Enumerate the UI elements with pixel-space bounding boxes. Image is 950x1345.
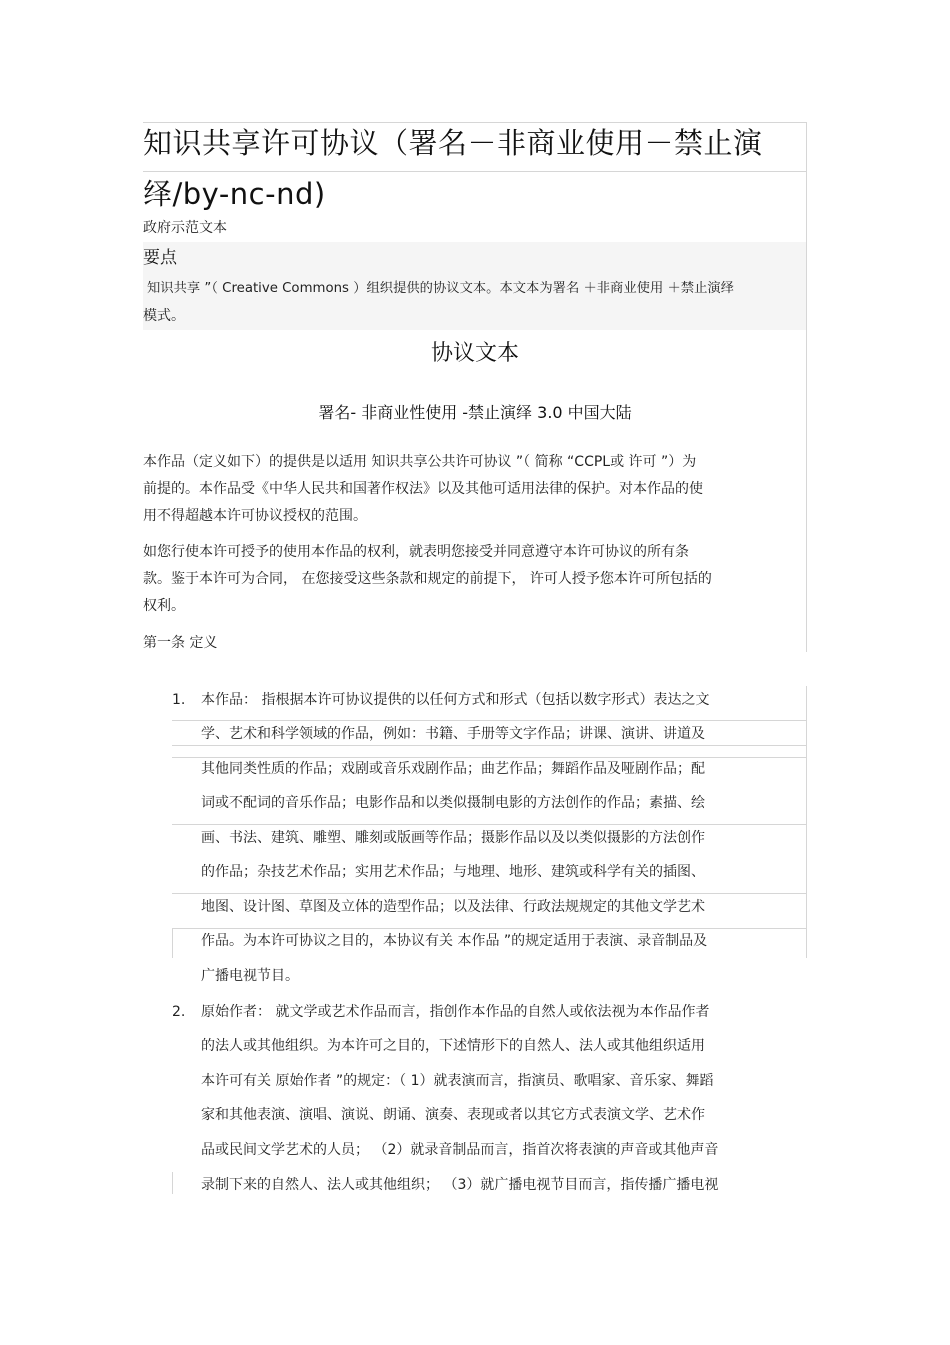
list-item-line: 家和其他表演、演唱、演说、朗诵、演奏、表现或者以其它方式表演文学、艺术作 — [201, 1107, 705, 1123]
divider — [172, 757, 807, 758]
list-item-line: 其他同类性质的作品；戏剧或音乐戏剧作品；曲艺作品；舞蹈作品及哑剧作品；配 — [201, 761, 705, 777]
divider — [143, 171, 807, 172]
divider — [806, 122, 807, 652]
document-title-line-2: 绎/by-nc-nd) — [143, 177, 326, 211]
list-item-line: 的法人或其他组织。为本许可之目的，下述情形下的自然人、法人或其他组织适用 — [201, 1038, 705, 1054]
list-item-line: 地图、设计图、草图及立体的造型作品；以及法律、行政法规规定的其他文学艺术 — [201, 899, 705, 915]
list-item-line: 本作品： 指根据本许可协议提供的以任何方式和形式（包括以数字形式）表达之文 — [201, 692, 710, 708]
list-item-line: 词或不配词的音乐作品；电影作品和以类似摄制电影的方法创作的作品；素描、绘 — [201, 795, 705, 811]
intro-paragraph-1-line: 用不得超越本许可协议授权的范围。 — [143, 508, 367, 524]
article-1-heading: 第一条 定义 — [143, 635, 218, 651]
divider — [143, 122, 807, 123]
list-item-line: 作品。为本许可协议之目的，本协议有关 本作品 ”的规定适用于表演、录音制品及 — [201, 933, 708, 949]
list-item-line: 品或民间文学艺术的人员； （2）就录音制品而言，指首次将表演的声音或其他声音 — [201, 1142, 719, 1158]
divider — [172, 720, 807, 721]
list-item-line: 本许可有关 原始作者 ”的规定：（ 1）就表演而言，指演员、歌唱家、音乐家、舞蹈 — [201, 1073, 714, 1089]
key-points-heading: 要点 — [143, 248, 177, 268]
intro-paragraph-2-line: 如您行使本许可授予的使用本作品的权利，就表明您接受并同意遵守本许可协议的所有条 — [143, 544, 689, 560]
list-item-line: 的作品；杂技艺术作品；实用艺术作品；与地理、地形、建筑或科学有关的插图、 — [201, 864, 705, 880]
list-item-line: 广播电视节目。 — [201, 968, 299, 984]
list-item-line: 录制下来的自然人、法人或其他组织； （3）就广播电视节目而言，指传播广播电视 — [201, 1177, 719, 1193]
list-item-number: 1. — [172, 692, 186, 708]
key-points-text-line-1: 知识共享 ”（ Creative Commons ）组织提供的协议文本。本文本为署名 ＋非商业使用 ＋禁止演绎 — [147, 281, 734, 296]
divider — [806, 686, 807, 958]
list-item-line: 学、艺术和科学领域的作品，例如：书籍、手册等文字作品；讲课、演讲、讲道及 — [201, 726, 705, 742]
list-item-line: 画、书法、建筑、雕塑、雕刻或版画等作品；摄影作品以及以类似摄影的方法创作 — [201, 830, 705, 846]
list-item-line: 原始作者： 就文学或艺术作品而言，指创作本作品的自然人或依法视为本作品作者 — [201, 1004, 710, 1020]
intro-paragraph-2-line: 款。鉴于本许可为合同， 在您接受这些条款和规定的前提下， 许可人授予您本许可所包括的 — [143, 571, 712, 587]
license-name: 署名- 非商业性使用 -禁止演绎 3.0 中国大陆 — [318, 403, 632, 422]
list-item-number: 2. — [172, 1004, 186, 1020]
agreement-heading: 协议文本 — [430, 341, 519, 366]
divider — [172, 824, 807, 825]
divider — [172, 893, 807, 894]
document-subtitle: 政府示范文本 — [143, 220, 227, 236]
divider — [172, 928, 807, 929]
key-points-text-line-2: 模式。 — [143, 308, 185, 324]
intro-paragraph-2-line: 权利。 — [143, 598, 185, 614]
intro-paragraph-1-line: 本作品（定义如下）的提供是以适用 知识共享公共许可协议 ”（ 简称 “CCPL或 许可 ”）为 — [143, 454, 697, 470]
document-title-line-1: 知识共享许可协议（署名－非商业使用－禁止演 — [143, 126, 763, 160]
divider — [172, 1172, 173, 1194]
divider — [172, 928, 173, 958]
intro-paragraph-1-line: 前提的。本作品受《中华人民共和国著作权法》以及其他可适用法律的保护。对本作品的使 — [143, 481, 703, 497]
divider — [172, 745, 807, 746]
